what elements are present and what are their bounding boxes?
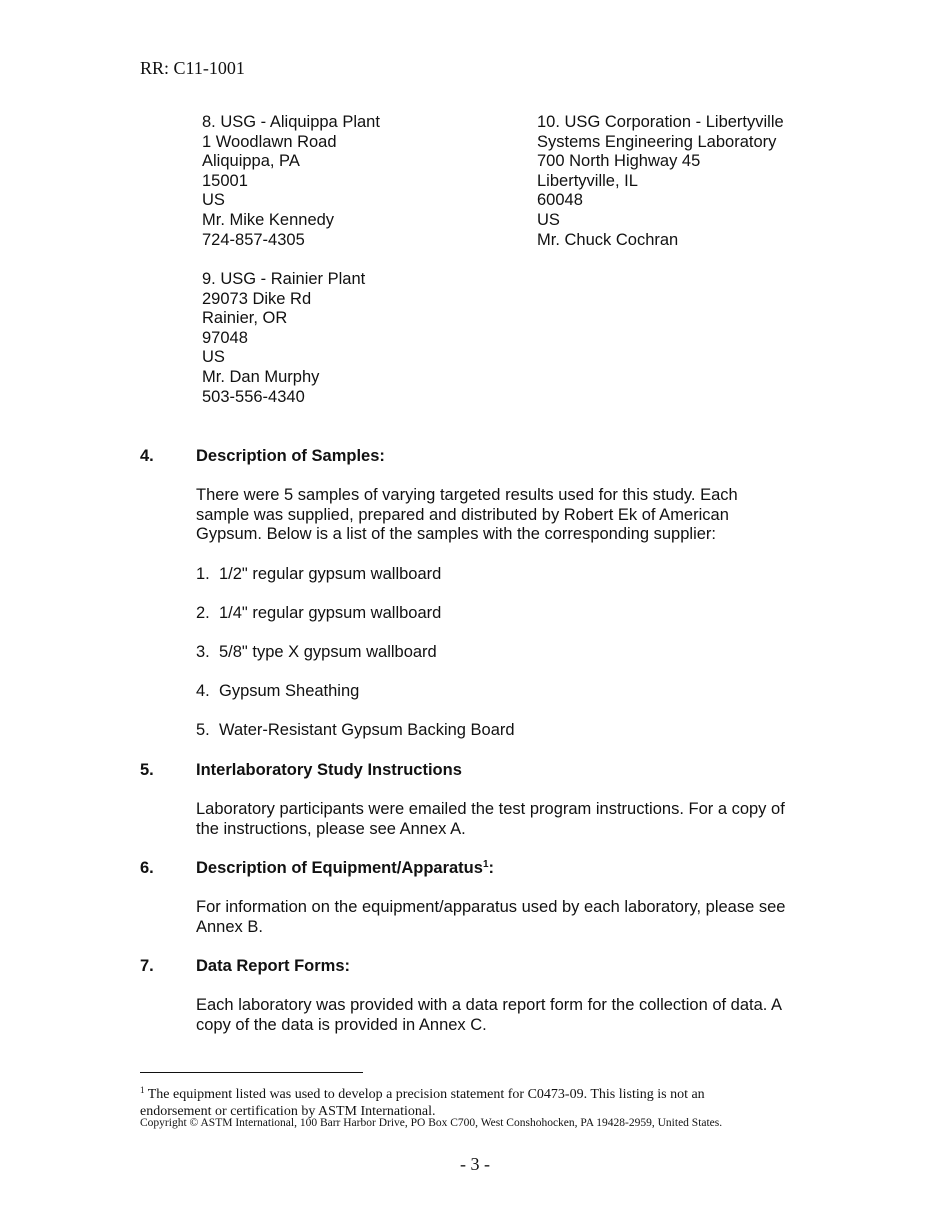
sample-number: 5. [196, 721, 210, 739]
paragraph-line: Each laboratory was provided with a data report form for the collection of data. A [196, 996, 783, 1014]
paragraph-line: Gypsum. Below is a list of the samples with the corresponding supplier: [196, 525, 716, 544]
footnote-line [140, 1082, 705, 1103]
sample-text: 1/4" regular gypsum wallboard [219, 604, 442, 622]
sample-item [196, 721, 515, 740]
paragraph-line: copy of the data is provided in Annex C. [196, 1015, 487, 1034]
sample-text: Water-Resistant Gypsum Backing Board [219, 721, 515, 739]
address-line: Libertyville, IL [537, 171, 638, 190]
sample-item [196, 682, 359, 701]
section-title: Description of Samples: [196, 447, 385, 465]
section-number: 6. [140, 859, 154, 877]
lab-name: 10. USG Corporation - Libertyville [537, 113, 784, 131]
sample-text: Gypsum Sheathing [219, 682, 360, 700]
paragraph-line: Annex B. [196, 917, 263, 936]
lab-address-9 [202, 270, 365, 407]
contact-name: Mr. Dan Murphy [202, 367, 320, 386]
address-line: 60048 [537, 191, 583, 210]
sample-number: 4. [196, 682, 210, 700]
section-title-text: Description of Equipment/Apparatus [196, 859, 483, 877]
address-line: US [202, 348, 225, 367]
address-line: 1 Woodlawn Road [202, 132, 337, 151]
address-line: Rainier, OR [202, 309, 288, 328]
sample-item [196, 565, 441, 584]
sample-item [196, 643, 437, 662]
paragraph-line: sample was supplied, prepared and distributed by Robert Ek of American [196, 505, 729, 524]
address-line: Systems Engineering Laboratory [537, 132, 777, 151]
section-title: Data Report Forms: [196, 957, 351, 975]
address-line: 97048 [202, 328, 248, 347]
report-id-header: RR: C11-1001 [140, 58, 245, 78]
sample-item [196, 604, 441, 623]
section-number: 4. [140, 447, 154, 465]
lab-name: 9. USG - Rainier Plant [202, 270, 366, 288]
lab-address-10 [537, 113, 784, 250]
section-4-body [196, 486, 816, 545]
footnote-marker: 1 [140, 1085, 145, 1095]
address-line: Aliquippa, PA [202, 152, 300, 171]
sample-number: 2. [196, 604, 210, 622]
footnote [140, 1082, 705, 1120]
footnote-divider [140, 1072, 363, 1073]
page-number: - 3 - [460, 1154, 490, 1174]
section-7-body [196, 996, 816, 1035]
sample-text: 1/2" regular gypsum wallboard [219, 565, 442, 583]
lab-name: 8. USG - Aliquippa Plant [202, 113, 380, 131]
footnote-reference: 1 [482, 859, 489, 870]
address-line: US [202, 191, 225, 210]
sample-number: 1. [196, 565, 210, 583]
address-line: US [537, 210, 560, 229]
paragraph-line: the instructions, please see Annex A. [196, 819, 466, 838]
contact-phone: 503-556-4340 [202, 387, 305, 406]
lab-address-8 [202, 113, 380, 250]
address-line: 29073 Dike Rd [202, 289, 312, 308]
contact-name: Mr. Chuck Cochran [537, 230, 679, 249]
section-title-suffix: : [488, 859, 494, 877]
contact-name: Mr. Mike Kennedy [202, 210, 335, 229]
copyright-notice: Copyright © ASTM International, 100 Barr Harbor Drive, PO Box C700, West Conshohocken, PA 19428-2959, United States. [140, 1117, 723, 1129]
paragraph-line: Laboratory participants were emailed the test program instructions. For a copy of [196, 800, 785, 818]
sample-text: 5/8" type X gypsum wallboard [219, 643, 437, 661]
section-5-body [196, 800, 816, 839]
section-number: 5. [140, 761, 154, 779]
section-6-body [196, 898, 816, 937]
sample-number: 3. [196, 643, 210, 661]
address-line: 15001 [202, 171, 248, 190]
footnote-text: The equipment listed was used to develop a precision statement for C0473-09. This listing is not an [144, 1087, 705, 1102]
contact-phone: 724-857-4305 [202, 230, 305, 249]
paragraph-line: For information on the equipment/apparatus used by each laboratory, please see [196, 898, 786, 916]
section-number: 7. [140, 957, 154, 975]
paragraph-line: There were 5 samples of varying targeted results used for this study. Each [196, 486, 738, 504]
address-line: 700 North Highway 45 [537, 152, 701, 171]
section-title [196, 859, 494, 878]
footnote-line: endorsement or certification by ASTM International. [140, 1104, 436, 1119]
section-title: Interlaboratory Study Instructions [196, 761, 462, 779]
